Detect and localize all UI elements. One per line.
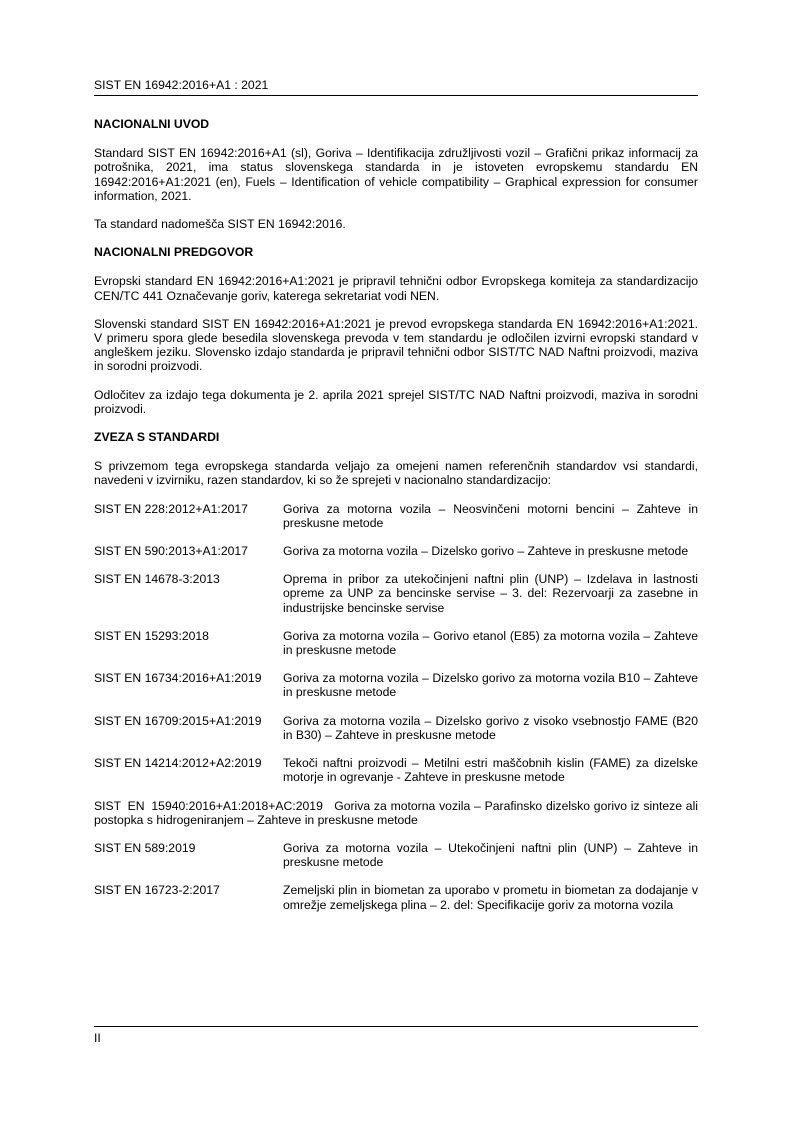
reference-code: SIST EN 16734:2016+A1:2019	[94, 671, 262, 686]
foreword-paragraph: Odločitev za izdajo tega dokumenta je 2. aprila 2021 sprejel SIST/TC NAD Naftni proizvodi, maziva in sorodni proizvodi.	[94, 387, 698, 416]
reference-list	[94, 502, 698, 912]
reference-item	[94, 502, 698, 530]
reference-title: Goriva za motorna vozila – Gorivo etanol (E85) za motorna vozila – Zahteve in preskusne metode	[283, 628, 698, 658]
reference-item	[94, 883, 698, 911]
reference-code: SIST EN 15293:2018	[94, 628, 209, 643]
reference-wide-text	[94, 799, 698, 827]
page-header	[94, 78, 698, 96]
reference-title: Goriva za motorna vozila – Dizelsko gorivo – Zahteve in preskusne metode	[283, 544, 689, 559]
reference-title: Goriva za motorna vozila – Dizelsko gorivo z visoko vsebnostjo FAME (B20 in B30) – Zahteve in preskusne metode	[283, 713, 698, 742]
reference-code: SIST EN 16709:2015+A1:2019	[94, 713, 262, 728]
reference-item-wide	[94, 799, 698, 827]
reference-code: SIST EN 14214:2012+A2:2019	[94, 756, 262, 771]
reference-item	[94, 714, 698, 742]
national-foreword-heading: NACIONALNI PREDGOVOR	[94, 245, 254, 260]
reference-code: SIST EN 16723-2:2017	[94, 883, 220, 898]
reference-code: SIST EN 228:2012+A1:2017	[94, 501, 248, 516]
page-number: II	[94, 1031, 101, 1045]
reference-title: Tekoči naftni proizvodi – Metilni estri maščobnih kislin (FAME) za dizelske motorje in ogrevanje - Zahteve in preskusne metode	[283, 756, 698, 785]
foreword-paragraph: Evropski standard EN 16942:2016+A1:2021 je pripravil tehnični odbor Evropskega komiteja za standardizacijo CEN/TC 441 Označevanje goriv, katerega sekretariat vodi NEN.	[94, 274, 698, 303]
national-intro-heading: NACIONALNI UVOD	[94, 117, 210, 131]
page-content	[94, 117, 698, 926]
related-standards-heading: ZVEZA S STANDARDI	[94, 430, 220, 445]
national-intro-paragraph: Standard SIST EN 16942:2016+A1 (sl), Goriva – Identifikacija združljivosti vozil – Grafični prikaz informacij za potrošnika, 2021, ima status slovenskega standarda in je istoveten evropskemu standardu EN 16942:2016+A1:2021 (en), Fuels – Identification of vehicle compatibility – Graphical expression for consumer information, 2021.	[94, 146, 698, 203]
reference-item	[94, 544, 698, 558]
reference-item	[94, 841, 698, 869]
reference-item	[94, 629, 698, 657]
replaces-statement: Ta standard nadomešča SIST EN 16942:2016.	[94, 217, 346, 232]
reference-item	[94, 572, 698, 615]
related-standards-intro: S privzemom tega evropskega standarda veljajo za omejeni namen referenčnih standardov vsi standardi, navedeni v izvirniku, razen standardov, ki so že sprejeti v nacionalno standardizacijo:	[94, 459, 698, 488]
reference-code: SIST EN 590:2013+A1:2017	[94, 544, 248, 559]
reference-title: Goriva za motorna vozila – Neosvinčeni motorni bencini – Zahteve in preskusne metode	[283, 501, 698, 530]
foreword-paragraph: Slovenski standard SIST EN 16942:2016+A1:2021 je prevod evropskega standarda EN 16942:2016+A1:2021. V primeru spora glede besedila slovenskega prevoda v tem standardu je odločilen izvirni evropski standard v angleškem jeziku. Slovensko izdajo standarda je pripravil tehnični odbor SIST/TC NAD Naftni proizvodi, maziva in sorodni proizvodi.	[94, 316, 698, 374]
reference-code: SIST EN 15940:2016+A1:2018+AC:2019	[94, 798, 323, 813]
reference-title: Zemeljski plin in biometan za uporabo v prometu in biometan za dodajanje v omrežje zemeljskega plina – 2. del: Specifikacije goriv za motorna vozila	[283, 883, 698, 912]
page-footer	[94, 1026, 698, 1045]
header-standard-id: SIST EN 16942:2016+A1 : 2021	[94, 78, 269, 92]
reference-title: Goriva za motorna vozila – Utekočinjeni naftni plin (UNP) – Zahteve in preskusne metode	[283, 840, 698, 870]
reference-title: Goriva za motorna vozila – Dizelsko gorivo za motorna vozila B10 – Zahteve in preskusne metode	[283, 671, 698, 700]
reference-code: SIST EN 589:2019	[94, 840, 196, 855]
reference-title: Oprema in pribor za utekočinjeni naftni plin (UNP) – Izdelava in lastnosti opreme za UNP za bencinske servise – 3. del: Rezervoarji za zasebne in industrijske bencinske servise	[283, 572, 698, 615]
reference-code: SIST EN 14678-3:2013	[94, 572, 220, 587]
reference-item	[94, 756, 698, 784]
reference-title: Goriva za motorna vozila – Parafinsko dizelsko gorivo iz sinteze ali postopka s hidrogeniranjem – Zahteve in preskusne metode	[94, 798, 698, 827]
reference-item	[94, 671, 698, 699]
